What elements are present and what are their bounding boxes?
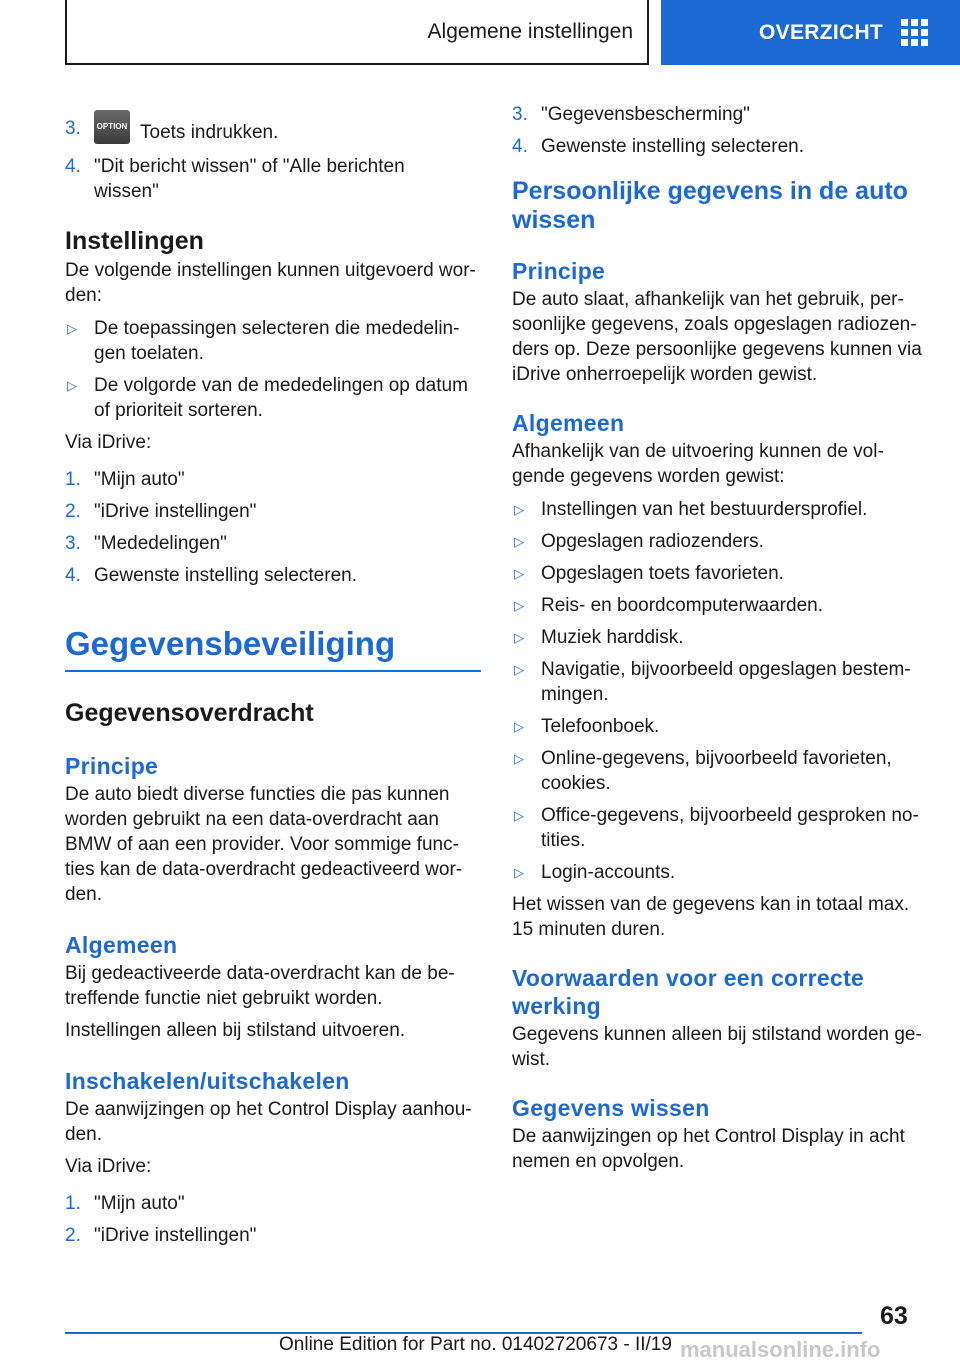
- section-heading-instellingen: Instellingen: [65, 227, 204, 255]
- subsection-heading: Gegevensoverdracht: [65, 699, 314, 727]
- heading-algemeen: Algemeen: [512, 410, 625, 436]
- list-item: 1. "Mijn auto": [65, 469, 185, 490]
- page-number: 63: [880, 1302, 908, 1330]
- left-column: [65, 102, 481, 1248]
- paragraph: Het wissen van de gegevens kan in totaal max. 15 minuten duren.: [512, 894, 910, 940]
- triangle-bullet-icon: ▷: [514, 808, 524, 823]
- watermark: manualsonline.info: [680, 1337, 881, 1362]
- heading-algemeen: Algemeen: [65, 932, 178, 958]
- heading-principe: Principe: [512, 258, 606, 284]
- triangle-bullet-icon: ▷: [67, 378, 77, 393]
- bullet-item: ▷ Navigatie, bijvoorbeeld opgeslagen bestem-mingen.: [514, 659, 911, 705]
- bullet-item: ▷ Reis- en boordcomputerwaarden.: [514, 595, 823, 616]
- bullet-item: ▷ Muziek harddisk.: [514, 627, 684, 648]
- heading-inschakelen: Inschakelen/uitschakelen: [65, 1068, 350, 1094]
- list-item: 3. OPTION Toets indrukken.: [65, 106, 481, 150]
- heading-voorwaarden: Voorwaarden voor een correcte werking: [512, 965, 865, 1019]
- right-column: [512, 102, 926, 1174]
- paragraph: De aanwijzingen op het Control Display aanhou-den.: [65, 1099, 472, 1145]
- overview-nav-label: OVERZICHT: [759, 20, 884, 44]
- bullet-item: ▷ Telefoonboek.: [514, 716, 660, 737]
- bullet-item: ▷ Opgeslagen toets favorieten.: [514, 563, 784, 584]
- bullet-item: ▷ De toepassingen selecteren die mededelin-gen toelaten.: [67, 318, 460, 364]
- paragraph: Via iDrive:: [65, 432, 152, 453]
- edition-text: Online Edition for Part no. 01402720673 - II/19: [279, 1334, 672, 1355]
- list-item: 4. Gewenste instelling selecteren.: [65, 565, 357, 586]
- triangle-bullet-icon: ▷: [514, 630, 524, 645]
- heading-gegevens-wissen: Gegevens wissen: [512, 1095, 710, 1121]
- heading-principe: Principe: [65, 753, 159, 779]
- triangle-bullet-icon: ▷: [514, 719, 524, 734]
- overview-nav-button[interactable]: [661, 0, 960, 65]
- triangle-bullet-icon: ▷: [67, 321, 77, 336]
- triangle-bullet-icon: ▷: [514, 865, 524, 880]
- list-item: 3. "Mededelingen": [65, 533, 227, 554]
- option-key-icon: OPTION: [94, 110, 130, 144]
- bullet-item: ▷ Online-gegevens, bijvoorbeeld favorieten, cookies.: [514, 748, 892, 794]
- paragraph: Gegevens kunnen alleen bij stilstand worden ge-wist.: [512, 1024, 922, 1070]
- triangle-bullet-icon: ▷: [514, 534, 524, 549]
- list-item: 3. "Gegevensbescherming": [512, 104, 750, 125]
- list-item: 4. Gewenste instelling selecteren.: [512, 136, 804, 157]
- list-item: 1. "Mijn auto": [65, 1193, 185, 1214]
- triangle-bullet-icon: ▷: [514, 566, 524, 581]
- heading-persoonlijke-gegevens: Persoonlijke gegevens in de auto wissen: [512, 177, 908, 234]
- triangle-bullet-icon: ▷: [514, 598, 524, 613]
- triangle-bullet-icon: ▷: [514, 662, 524, 677]
- paragraph: De auto slaat, afhankelijk van het gebruik, per-soonlijke gegevens, zoals opgeslagen radiozen-ders op. Deze persoonlijke gegevens kunnen via iDrive onherroepelijk worden gewist.: [512, 289, 922, 385]
- paragraph: De volgende instellingen kunnen uitgevoerd wor-den:: [65, 260, 476, 306]
- paragraph: Instellingen alleen bij stilstand uitvoeren.: [65, 1020, 406, 1041]
- paragraph: Afhankelijk van de uitvoering kunnen de vol-gende gegevens worden gewist:: [512, 441, 884, 487]
- bullet-item: ▷ Login-accounts.: [514, 862, 676, 883]
- list-item: 4. "Dit bericht wissen" of "Alle berichten wissen": [65, 156, 405, 202]
- paragraph: Bij gedeactiveerde data-overdracht kan de be-treffende functie niet gebruikt worden.: [65, 963, 455, 1009]
- paragraph: De auto biedt diverse functies die pas kunnen worden gebruikt na een data-overdracht aan BMW of aan een provider. Voor sommige func-ties kan de data-overdracht gedeactiveerd wor-den.: [65, 784, 463, 905]
- paragraph: Via iDrive:: [65, 1156, 152, 1177]
- list-item: 2. "iDrive instellingen": [65, 501, 257, 522]
- triangle-bullet-icon: ▷: [514, 502, 524, 517]
- list-item: 2. "iDrive instellingen": [65, 1225, 257, 1246]
- chapter-tab: [65, 0, 649, 65]
- chapter-title: Algemene instellingen: [427, 19, 633, 43]
- section-divider: [65, 670, 481, 672]
- triangle-bullet-icon: ▷: [514, 751, 524, 766]
- bullet-item: ▷ Opgeslagen radiozenders.: [514, 531, 764, 552]
- bullet-item: ▷ Instellingen van het bestuurdersprofiel.: [514, 499, 868, 520]
- paragraph: De aanwijzingen op het Control Display in acht nemen en opvolgen.: [512, 1126, 905, 1172]
- bullet-item: ▷ De volgorde van de mededelingen op datum of prioriteit sorteren.: [67, 375, 468, 421]
- chapter-heading: Gegevensbeveiliging: [65, 625, 396, 662]
- bullet-item: ▷ Office-gegevens, bijvoorbeeld gesproken no-tities.: [514, 805, 919, 851]
- grid-icon: [901, 19, 928, 46]
